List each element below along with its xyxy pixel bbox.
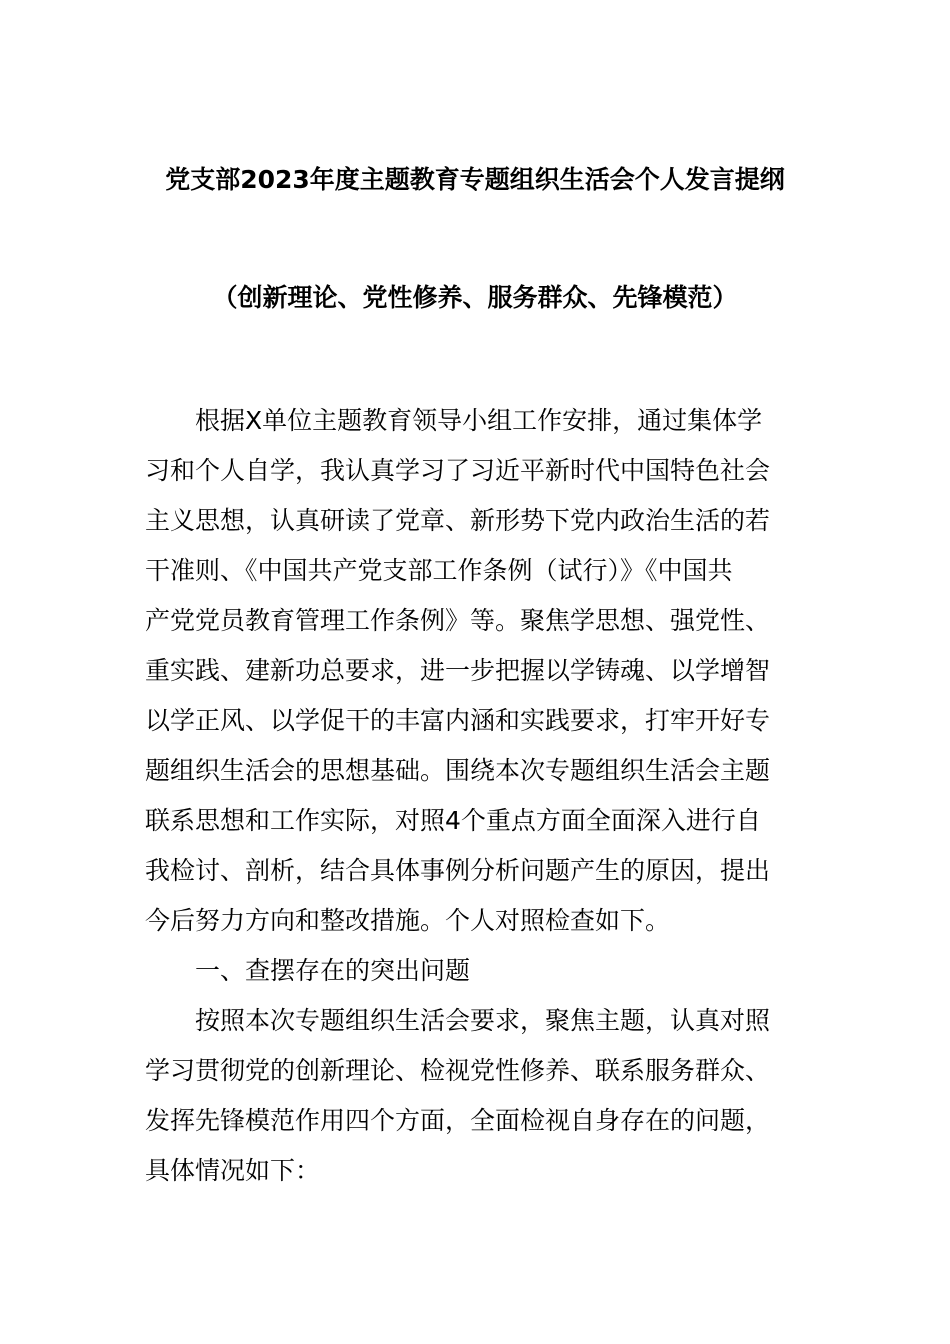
document-title: 党支部2023年度主题教育专题组织生活会个人发言提纲 <box>165 165 785 194</box>
paragraph-line: 学习贯彻党的创新理论、检视党性修养、联系服务群众、 <box>145 1056 771 1085</box>
paragraph-line: 发挥先锋模范作用四个方面，全面检视自身存在的问题， <box>145 1106 771 1135</box>
paragraph-line: 以学正风、以学促干的丰富内涵和实践要求，打牢开好专 <box>145 706 771 735</box>
paragraph-line: 根据X单位主题教育领导小组工作安排，通过集体学 <box>195 406 763 435</box>
paragraph-line: 具体情况如下： <box>145 1156 321 1185</box>
paragraph-line: 习和个人自学，我认真学习了习近平新时代中国特色社会 <box>145 456 771 485</box>
paragraph-line: 产党党员教育管理工作条例》等。聚焦学思想、强党性、 <box>145 606 771 635</box>
paragraph-line: 题组织生活会的思想基础。围绕本次专题组织生活会主题 <box>145 756 771 785</box>
paragraph-line: 按照本次专题组织生活会要求，聚焦主题，认真对照 <box>195 1006 771 1035</box>
document-body <box>145 396 809 1196</box>
section-heading: 一、查摆存在的突出问题 <box>195 956 471 985</box>
paragraph-line: 我检讨、剖析，结合具体事例分析问题产生的原因，提出 <box>145 856 771 885</box>
paragraph-line: 重实践、建新功总要求，进一步把握以学铸魂、以学增智 <box>145 656 771 685</box>
paragraph-line: 主义思想，认真研读了党章、新形势下党内政治生活的若 <box>145 506 771 535</box>
paragraph-line: 今后努力方向和整改措施。个人对照检查如下。 <box>145 906 671 935</box>
paragraph-line: 干准则、《中国共产党支部工作条例（试行）》《中国共 <box>145 556 733 585</box>
document-subtitle: （创新理论、党性修养、服务群众、先锋模范） <box>212 283 738 312</box>
paragraph-line: 联系思想和工作实际，对照4个重点方面全面深入进行自 <box>145 806 761 835</box>
